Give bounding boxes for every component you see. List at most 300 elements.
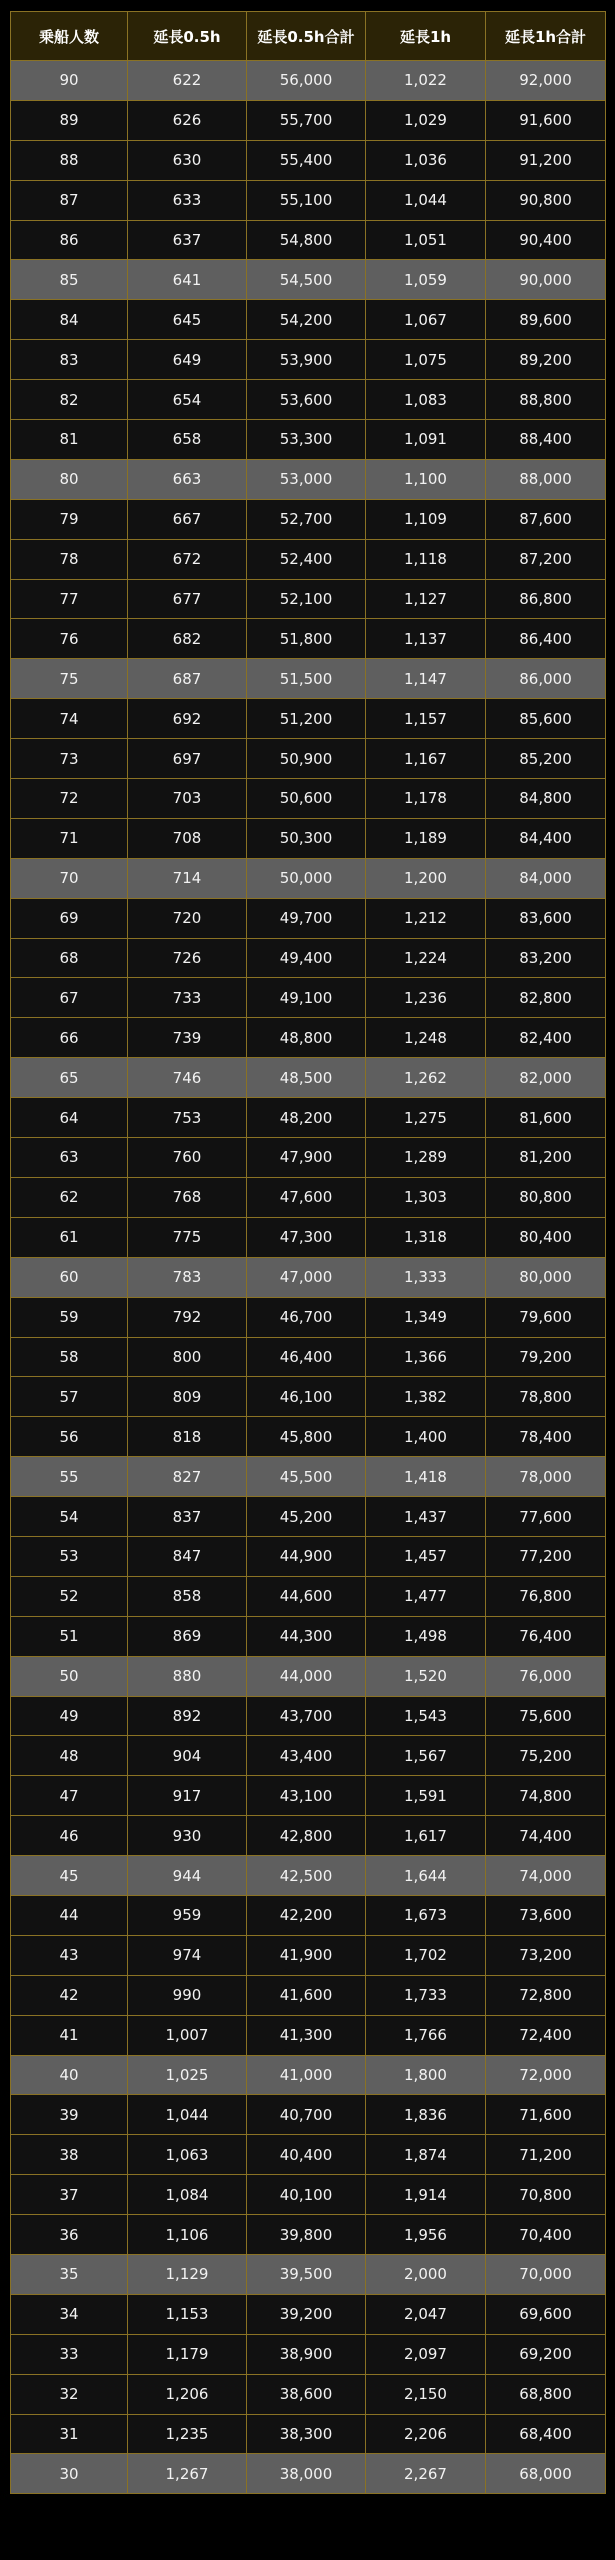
- cell-extension-half-hour-total: 38,600: [247, 2374, 366, 2414]
- cell-extension-one-hour: 1,333: [366, 1257, 486, 1297]
- cell-passengers: 42: [11, 1975, 128, 2015]
- cell-extension-half-hour: 708: [128, 818, 247, 858]
- cell-extension-one-hour: 1,236: [366, 978, 486, 1018]
- cell-extension-one-hour-total: 76,000: [486, 1656, 606, 1696]
- cell-extension-one-hour-total: 86,000: [486, 659, 606, 699]
- cell-passengers: 89: [11, 100, 128, 140]
- cell-extension-half-hour-total: 55,100: [247, 180, 366, 220]
- cell-extension-half-hour-total: 54,200: [247, 300, 366, 340]
- cell-extension-one-hour-total: 90,800: [486, 180, 606, 220]
- cell-extension-one-hour-total: 89,600: [486, 300, 606, 340]
- cell-extension-one-hour: 1,617: [366, 1816, 486, 1856]
- table-row: [11, 2374, 606, 2414]
- cell-extension-half-hour: 990: [128, 1975, 247, 2015]
- cell-extension-half-hour-total: 46,700: [247, 1297, 366, 1337]
- table-row: [11, 380, 606, 420]
- cell-passengers: 55: [11, 1457, 128, 1497]
- price-table: [10, 11, 606, 2494]
- cell-extension-half-hour: 847: [128, 1536, 247, 1576]
- cell-extension-one-hour-total: 87,600: [486, 499, 606, 539]
- table-row: [11, 300, 606, 340]
- cell-extension-one-hour: 1,543: [366, 1696, 486, 1736]
- cell-extension-one-hour: 1,318: [366, 1217, 486, 1257]
- cell-extension-one-hour: 2,097: [366, 2334, 486, 2374]
- cell-extension-one-hour: 1,644: [366, 1856, 486, 1896]
- header-extension-one-hour-total: 延長1h合計: [486, 12, 606, 61]
- cell-extension-half-hour: 633: [128, 180, 247, 220]
- table-row: [11, 1497, 606, 1537]
- cell-extension-one-hour-total: 90,400: [486, 220, 606, 260]
- header-passengers: 乗船人数: [11, 12, 128, 61]
- cell-extension-one-hour: 1,477: [366, 1576, 486, 1616]
- cell-extension-half-hour: 768: [128, 1177, 247, 1217]
- cell-extension-one-hour: 1,022: [366, 61, 486, 101]
- cell-extension-one-hour: 1,091: [366, 420, 486, 460]
- cell-extension-one-hour-total: 74,400: [486, 1816, 606, 1856]
- table-row: [11, 858, 606, 898]
- table-row: [11, 260, 606, 300]
- cell-passengers: 84: [11, 300, 128, 340]
- cell-passengers: 82: [11, 380, 128, 420]
- cell-extension-half-hour-total: 45,800: [247, 1417, 366, 1457]
- cell-passengers: 62: [11, 1177, 128, 1217]
- cell-extension-half-hour: 1,106: [128, 2215, 247, 2255]
- cell-extension-one-hour-total: 71,600: [486, 2095, 606, 2135]
- cell-extension-one-hour: 1,567: [366, 1736, 486, 1776]
- table-row: [11, 1616, 606, 1656]
- table-row: [11, 2175, 606, 2215]
- cell-extension-one-hour-total: 70,000: [486, 2254, 606, 2294]
- cell-passengers: 77: [11, 579, 128, 619]
- cell-extension-half-hour-total: 40,700: [247, 2095, 366, 2135]
- cell-extension-half-hour-total: 48,500: [247, 1058, 366, 1098]
- cell-extension-half-hour-total: 53,600: [247, 380, 366, 420]
- cell-extension-half-hour-total: 49,700: [247, 898, 366, 938]
- cell-passengers: 33: [11, 2334, 128, 2374]
- table-row: [11, 1856, 606, 1896]
- table-row: [11, 459, 606, 499]
- cell-passengers: 60: [11, 1257, 128, 1297]
- cell-passengers: 31: [11, 2414, 128, 2454]
- cell-extension-one-hour: 1,224: [366, 938, 486, 978]
- cell-extension-half-hour: 687: [128, 659, 247, 699]
- cell-extension-half-hour: 1,044: [128, 2095, 247, 2135]
- cell-passengers: 53: [11, 1536, 128, 1576]
- cell-extension-half-hour-total: 44,000: [247, 1656, 366, 1696]
- table-row: [11, 2334, 606, 2374]
- cell-extension-half-hour-total: 50,000: [247, 858, 366, 898]
- cell-extension-one-hour-total: 84,400: [486, 818, 606, 858]
- cell-extension-one-hour-total: 81,200: [486, 1138, 606, 1178]
- cell-extension-one-hour-total: 72,000: [486, 2055, 606, 2095]
- cell-extension-half-hour-total: 54,500: [247, 260, 366, 300]
- cell-extension-one-hour-total: 69,600: [486, 2294, 606, 2334]
- cell-passengers: 70: [11, 858, 128, 898]
- cell-passengers: 51: [11, 1616, 128, 1656]
- cell-passengers: 48: [11, 1736, 128, 1776]
- cell-passengers: 41: [11, 2015, 128, 2055]
- table-row: [11, 699, 606, 739]
- cell-extension-half-hour: 1,206: [128, 2374, 247, 2414]
- cell-passengers: 73: [11, 739, 128, 779]
- cell-extension-one-hour-total: 92,000: [486, 61, 606, 101]
- cell-extension-one-hour-total: 73,200: [486, 1935, 606, 1975]
- cell-extension-one-hour: 1,400: [366, 1417, 486, 1457]
- cell-passengers: 49: [11, 1696, 128, 1736]
- cell-extension-one-hour-total: 84,800: [486, 779, 606, 819]
- cell-extension-one-hour-total: 84,000: [486, 858, 606, 898]
- table-row: [11, 1217, 606, 1257]
- cell-passengers: 66: [11, 1018, 128, 1058]
- cell-extension-half-hour-total: 43,400: [247, 1736, 366, 1776]
- cell-extension-one-hour-total: 70,400: [486, 2215, 606, 2255]
- cell-extension-one-hour-total: 88,000: [486, 459, 606, 499]
- cell-extension-one-hour: 1,029: [366, 100, 486, 140]
- table-row: [11, 1776, 606, 1816]
- cell-extension-half-hour: 654: [128, 380, 247, 420]
- cell-extension-one-hour: 1,157: [366, 699, 486, 739]
- table-body: [11, 61, 606, 2494]
- header-extension-half-hour-total: 延長0.5h合計: [247, 12, 366, 61]
- table-row: [11, 2254, 606, 2294]
- cell-extension-one-hour-total: 81,600: [486, 1098, 606, 1138]
- cell-extension-one-hour: 1,212: [366, 898, 486, 938]
- cell-extension-one-hour-total: 91,200: [486, 140, 606, 180]
- cell-extension-one-hour-total: 77,200: [486, 1536, 606, 1576]
- table-row: [11, 1337, 606, 1377]
- cell-extension-one-hour: 1,956: [366, 2215, 486, 2255]
- table-row: [11, 2095, 606, 2135]
- cell-extension-half-hour-total: 38,300: [247, 2414, 366, 2454]
- cell-passengers: 43: [11, 1935, 128, 1975]
- cell-extension-one-hour: 1,118: [366, 539, 486, 579]
- table-row: [11, 2294, 606, 2334]
- cell-extension-half-hour: 792: [128, 1297, 247, 1337]
- cell-extension-one-hour-total: 71,200: [486, 2135, 606, 2175]
- cell-extension-half-hour: 1,084: [128, 2175, 247, 2215]
- cell-passengers: 75: [11, 659, 128, 699]
- cell-extension-one-hour-total: 86,400: [486, 619, 606, 659]
- cell-passengers: 40: [11, 2055, 128, 2095]
- cell-extension-half-hour-total: 41,300: [247, 2015, 366, 2055]
- cell-passengers: 68: [11, 938, 128, 978]
- cell-extension-half-hour-total: 41,000: [247, 2055, 366, 2095]
- table-row: [11, 61, 606, 101]
- cell-extension-one-hour-total: 68,400: [486, 2414, 606, 2454]
- cell-extension-one-hour: 1,591: [366, 1776, 486, 1816]
- cell-passengers: 67: [11, 978, 128, 1018]
- table-row: [11, 1816, 606, 1856]
- table-row: [11, 1377, 606, 1417]
- cell-extension-one-hour-total: 91,600: [486, 100, 606, 140]
- cell-extension-half-hour: 697: [128, 739, 247, 779]
- cell-extension-one-hour: 1,836: [366, 2095, 486, 2135]
- cell-extension-half-hour: 658: [128, 420, 247, 460]
- cell-passengers: 35: [11, 2254, 128, 2294]
- cell-extension-half-hour: 663: [128, 459, 247, 499]
- cell-extension-one-hour: 1,051: [366, 220, 486, 260]
- table-row: [11, 420, 606, 460]
- cell-extension-one-hour-total: 78,800: [486, 1377, 606, 1417]
- cell-extension-one-hour: 2,000: [366, 2254, 486, 2294]
- table-row: [11, 539, 606, 579]
- cell-extension-one-hour-total: 89,200: [486, 340, 606, 380]
- table-header: [11, 12, 606, 61]
- cell-extension-half-hour: 746: [128, 1058, 247, 1098]
- table-row: [11, 1736, 606, 1776]
- cell-extension-half-hour: 682: [128, 619, 247, 659]
- cell-extension-half-hour-total: 42,200: [247, 1895, 366, 1935]
- cell-extension-half-hour-total: 50,900: [247, 739, 366, 779]
- cell-extension-half-hour: 944: [128, 1856, 247, 1896]
- cell-extension-half-hour-total: 39,500: [247, 2254, 366, 2294]
- cell-extension-half-hour-total: 40,100: [247, 2175, 366, 2215]
- table-row: [11, 938, 606, 978]
- table-row: [11, 1656, 606, 1696]
- cell-extension-one-hour-total: 73,600: [486, 1895, 606, 1935]
- cell-extension-half-hour-total: 39,200: [247, 2294, 366, 2334]
- cell-extension-one-hour: 1,349: [366, 1297, 486, 1337]
- cell-extension-half-hour-total: 42,800: [247, 1816, 366, 1856]
- cell-extension-half-hour: 626: [128, 100, 247, 140]
- cell-extension-half-hour-total: 52,700: [247, 499, 366, 539]
- cell-extension-one-hour-total: 79,200: [486, 1337, 606, 1377]
- table-row: [11, 1975, 606, 2015]
- cell-extension-one-hour: 1,127: [366, 579, 486, 619]
- cell-extension-one-hour: 1,059: [366, 260, 486, 300]
- cell-extension-one-hour: 1,733: [366, 1975, 486, 2015]
- cell-passengers: 83: [11, 340, 128, 380]
- table-row: [11, 1138, 606, 1178]
- cell-extension-half-hour: 1,267: [128, 2454, 247, 2494]
- cell-extension-one-hour-total: 77,600: [486, 1497, 606, 1537]
- table-row: [11, 1297, 606, 1337]
- cell-extension-one-hour: 1,874: [366, 2135, 486, 2175]
- cell-extension-one-hour: 1,766: [366, 2015, 486, 2055]
- cell-extension-half-hour-total: 48,800: [247, 1018, 366, 1058]
- cell-extension-half-hour: 827: [128, 1457, 247, 1497]
- cell-extension-half-hour: 775: [128, 1217, 247, 1257]
- cell-extension-half-hour: 837: [128, 1497, 247, 1537]
- cell-extension-one-hour: 2,047: [366, 2294, 486, 2334]
- cell-extension-half-hour: 753: [128, 1098, 247, 1138]
- cell-extension-one-hour: 1,200: [366, 858, 486, 898]
- cell-extension-one-hour: 1,109: [366, 499, 486, 539]
- cell-passengers: 57: [11, 1377, 128, 1417]
- cell-passengers: 71: [11, 818, 128, 858]
- cell-extension-half-hour-total: 42,500: [247, 1856, 366, 1896]
- cell-extension-one-hour-total: 79,600: [486, 1297, 606, 1337]
- cell-extension-one-hour-total: 88,400: [486, 420, 606, 460]
- cell-extension-one-hour-total: 69,200: [486, 2334, 606, 2374]
- cell-extension-half-hour-total: 55,400: [247, 140, 366, 180]
- cell-passengers: 64: [11, 1098, 128, 1138]
- cell-extension-half-hour: 726: [128, 938, 247, 978]
- cell-extension-one-hour-total: 76,400: [486, 1616, 606, 1656]
- cell-passengers: 46: [11, 1816, 128, 1856]
- cell-passengers: 81: [11, 420, 128, 460]
- cell-passengers: 87: [11, 180, 128, 220]
- cell-extension-half-hour-total: 52,100: [247, 579, 366, 619]
- cell-extension-half-hour: 974: [128, 1935, 247, 1975]
- cell-extension-half-hour-total: 49,400: [247, 938, 366, 978]
- cell-extension-one-hour-total: 86,800: [486, 579, 606, 619]
- cell-extension-one-hour: 1,248: [366, 1018, 486, 1058]
- cell-extension-one-hour: 2,267: [366, 2454, 486, 2494]
- cell-extension-one-hour-total: 68,800: [486, 2374, 606, 2414]
- cell-extension-half-hour: 1,025: [128, 2055, 247, 2095]
- cell-extension-half-hour-total: 43,100: [247, 1776, 366, 1816]
- cell-extension-one-hour: 1,167: [366, 739, 486, 779]
- cell-extension-half-hour-total: 50,300: [247, 818, 366, 858]
- table-row: [11, 1457, 606, 1497]
- header-row: [11, 12, 606, 61]
- cell-extension-one-hour: 2,150: [366, 2374, 486, 2414]
- cell-extension-one-hour: 1,498: [366, 1616, 486, 1656]
- cell-extension-half-hour: 858: [128, 1576, 247, 1616]
- cell-extension-one-hour: 1,800: [366, 2055, 486, 2095]
- cell-extension-half-hour-total: 41,600: [247, 1975, 366, 2015]
- table-row: [11, 579, 606, 619]
- cell-extension-one-hour: 1,137: [366, 619, 486, 659]
- cell-passengers: 45: [11, 1856, 128, 1896]
- cell-extension-half-hour-total: 45,500: [247, 1457, 366, 1497]
- table-row: [11, 1257, 606, 1297]
- cell-extension-one-hour: 1,457: [366, 1536, 486, 1576]
- cell-extension-half-hour: 1,179: [128, 2334, 247, 2374]
- cell-extension-one-hour: 1,189: [366, 818, 486, 858]
- table-row: [11, 1177, 606, 1217]
- cell-passengers: 59: [11, 1297, 128, 1337]
- cell-extension-one-hour-total: 90,000: [486, 260, 606, 300]
- cell-extension-half-hour-total: 51,500: [247, 659, 366, 699]
- table-row: [11, 1058, 606, 1098]
- table-row: [11, 2454, 606, 2494]
- table-row: [11, 1417, 606, 1457]
- cell-extension-one-hour: 1,366: [366, 1337, 486, 1377]
- cell-extension-half-hour-total: 53,900: [247, 340, 366, 380]
- cell-passengers: 32: [11, 2374, 128, 2414]
- table-row: [11, 1098, 606, 1138]
- cell-extension-half-hour-total: 48,200: [247, 1098, 366, 1138]
- cell-extension-one-hour: 2,206: [366, 2414, 486, 2454]
- cell-extension-half-hour-total: 49,100: [247, 978, 366, 1018]
- cell-extension-one-hour-total: 72,800: [486, 1975, 606, 2015]
- table-row: [11, 1895, 606, 1935]
- cell-extension-half-hour-total: 47,600: [247, 1177, 366, 1217]
- table-row: [11, 2135, 606, 2175]
- cell-passengers: 86: [11, 220, 128, 260]
- cell-passengers: 38: [11, 2135, 128, 2175]
- cell-extension-one-hour-total: 70,800: [486, 2175, 606, 2215]
- cell-extension-one-hour: 1,289: [366, 1138, 486, 1178]
- cell-extension-half-hour: 930: [128, 1816, 247, 1856]
- cell-passengers: 74: [11, 699, 128, 739]
- cell-extension-one-hour-total: 80,800: [486, 1177, 606, 1217]
- cell-passengers: 65: [11, 1058, 128, 1098]
- cell-extension-half-hour-total: 50,600: [247, 779, 366, 819]
- cell-passengers: 80: [11, 459, 128, 499]
- cell-extension-one-hour: 1,673: [366, 1895, 486, 1935]
- table-row: [11, 818, 606, 858]
- table-row: [11, 739, 606, 779]
- cell-extension-one-hour-total: 78,400: [486, 1417, 606, 1457]
- cell-passengers: 78: [11, 539, 128, 579]
- cell-extension-half-hour-total: 44,900: [247, 1536, 366, 1576]
- cell-extension-half-hour: 917: [128, 1776, 247, 1816]
- cell-extension-half-hour: 677: [128, 579, 247, 619]
- cell-extension-half-hour: 783: [128, 1257, 247, 1297]
- cell-extension-half-hour: 1,235: [128, 2414, 247, 2454]
- cell-extension-one-hour-total: 74,000: [486, 1856, 606, 1896]
- cell-extension-half-hour: 800: [128, 1337, 247, 1377]
- cell-passengers: 72: [11, 779, 128, 819]
- cell-extension-half-hour: 1,153: [128, 2294, 247, 2334]
- cell-passengers: 90: [11, 61, 128, 101]
- cell-extension-one-hour: 1,044: [366, 180, 486, 220]
- cell-extension-one-hour: 1,437: [366, 1497, 486, 1537]
- cell-extension-one-hour-total: 85,600: [486, 699, 606, 739]
- cell-passengers: 36: [11, 2215, 128, 2255]
- cell-extension-one-hour: 1,418: [366, 1457, 486, 1497]
- cell-extension-one-hour-total: 72,400: [486, 2015, 606, 2055]
- table-row: [11, 659, 606, 699]
- cell-extension-one-hour: 1,100: [366, 459, 486, 499]
- cell-extension-one-hour-total: 80,000: [486, 1257, 606, 1297]
- cell-extension-half-hour: 760: [128, 1138, 247, 1178]
- cell-extension-half-hour: 739: [128, 1018, 247, 1058]
- table-row: [11, 1696, 606, 1736]
- cell-extension-one-hour: 1,702: [366, 1935, 486, 1975]
- cell-extension-one-hour: 1,147: [366, 659, 486, 699]
- cell-extension-half-hour: 720: [128, 898, 247, 938]
- cell-extension-half-hour-total: 46,100: [247, 1377, 366, 1417]
- cell-extension-half-hour-total: 46,400: [247, 1337, 366, 1377]
- cell-extension-half-hour-total: 41,900: [247, 1935, 366, 1975]
- header-extension-half-hour: 延長0.5h: [128, 12, 247, 61]
- cell-passengers: 85: [11, 260, 128, 300]
- cell-extension-half-hour: 1,063: [128, 2135, 247, 2175]
- table-row: [11, 1536, 606, 1576]
- cell-passengers: 58: [11, 1337, 128, 1377]
- cell-passengers: 76: [11, 619, 128, 659]
- cell-extension-half-hour: 630: [128, 140, 247, 180]
- cell-passengers: 44: [11, 1895, 128, 1935]
- table-row: [11, 1935, 606, 1975]
- cell-extension-half-hour: 672: [128, 539, 247, 579]
- cell-extension-half-hour: 869: [128, 1616, 247, 1656]
- cell-extension-half-hour: 637: [128, 220, 247, 260]
- table-row: [11, 220, 606, 260]
- cell-extension-half-hour-total: 53,300: [247, 420, 366, 460]
- cell-passengers: 69: [11, 898, 128, 938]
- cell-extension-one-hour-total: 76,800: [486, 1576, 606, 1616]
- cell-extension-half-hour-total: 53,000: [247, 459, 366, 499]
- cell-extension-half-hour-total: 54,800: [247, 220, 366, 260]
- table-row: [11, 2414, 606, 2454]
- cell-extension-one-hour: 1,275: [366, 1098, 486, 1138]
- cell-extension-half-hour-total: 44,600: [247, 1576, 366, 1616]
- cell-passengers: 54: [11, 1497, 128, 1537]
- cell-passengers: 34: [11, 2294, 128, 2334]
- cell-extension-one-hour: 1,036: [366, 140, 486, 180]
- cell-passengers: 63: [11, 1138, 128, 1178]
- cell-passengers: 39: [11, 2095, 128, 2135]
- cell-extension-one-hour-total: 82,400: [486, 1018, 606, 1058]
- table-row: [11, 499, 606, 539]
- table-row: [11, 2055, 606, 2095]
- cell-extension-one-hour: 1,083: [366, 380, 486, 420]
